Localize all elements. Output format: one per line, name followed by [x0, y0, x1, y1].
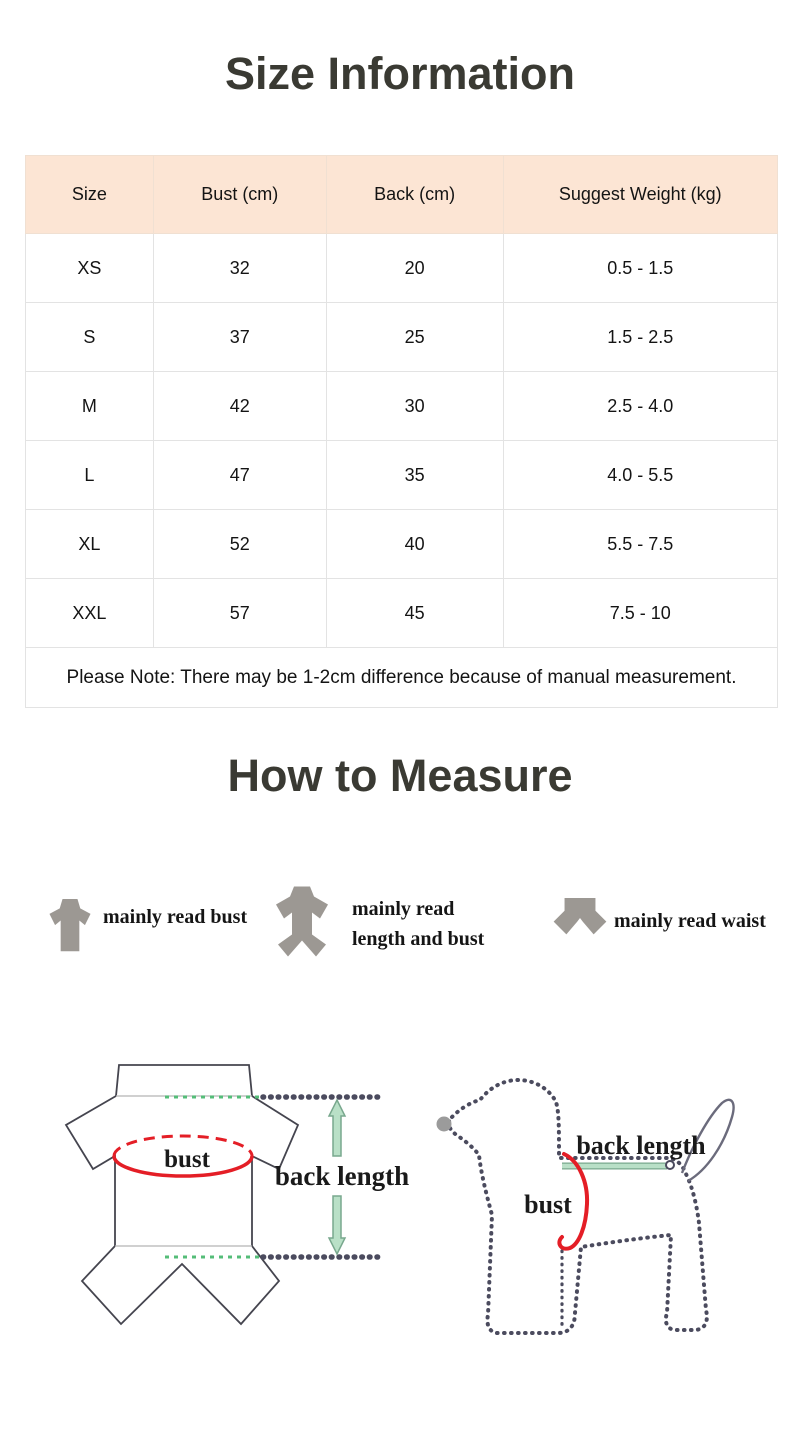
table-row: [26, 234, 778, 303]
dog-back-length-label: back length: [576, 1131, 706, 1160]
dog-nose: [437, 1117, 452, 1132]
table-cell: 57: [153, 579, 326, 648]
garment-measure-diagram: [30, 1040, 420, 1350]
table-cell: 7.5 - 10: [503, 579, 778, 648]
table-cell: L: [26, 441, 154, 510]
table-row: [26, 372, 778, 441]
measurement-note: Please Note: There may be 1-2cm difference because of manual measurement.: [26, 648, 778, 708]
pants-label: mainly read waist: [614, 910, 766, 932]
suit-icon: [272, 886, 332, 962]
vest-icon: [42, 898, 98, 956]
table-cell: 47: [153, 441, 326, 510]
table-row: [26, 441, 778, 510]
table-cell: 32: [153, 234, 326, 303]
table-cell: 35: [326, 441, 503, 510]
table-row: [26, 579, 778, 648]
table-cell: 5.5 - 7.5: [503, 510, 778, 579]
size-information-title: Size Information: [224, 48, 576, 99]
table-cell: 4.0 - 5.5: [503, 441, 778, 510]
dog-outline: [449, 1080, 707, 1333]
garment-back-length-label: back length: [274, 1161, 410, 1191]
table-cell: 1.5 - 2.5: [503, 303, 778, 372]
back-length-arrow-down: [329, 1196, 345, 1254]
table-cell: 42: [153, 372, 326, 441]
column-header: Size: [26, 156, 154, 234]
dog-measure-diagram: [420, 1055, 800, 1355]
column-header: Bust (cm): [153, 156, 326, 234]
suit-label-line1: mainly read: [352, 898, 455, 920]
pants-icon: [548, 898, 612, 948]
column-header: Back (cm): [326, 156, 503, 234]
column-header: Suggest Weight (kg): [503, 156, 778, 234]
dog-bust-label: bust: [524, 1190, 572, 1219]
table-row: [26, 510, 778, 579]
size-table-head-row: [26, 156, 778, 234]
table-cell: 0.5 - 1.5: [503, 234, 778, 303]
how-to-measure-title: How to Measure: [227, 750, 573, 801]
size-table-footer: [26, 648, 778, 708]
note-row: [26, 648, 778, 708]
back-length-arrow-up: [329, 1100, 345, 1156]
table-cell: XXL: [26, 579, 154, 648]
table-cell: M: [26, 372, 154, 441]
table-cell: 30: [326, 372, 503, 441]
table-cell: XL: [26, 510, 154, 579]
table-cell: 37: [153, 303, 326, 372]
vest-label: mainly read bust: [103, 906, 248, 928]
garment-outline: [66, 1065, 298, 1324]
table-cell: 45: [326, 579, 503, 648]
table-cell: 40: [326, 510, 503, 579]
table-row: [26, 303, 778, 372]
size-table: [25, 155, 778, 708]
suit-label-line2: length and bust: [352, 928, 485, 950]
dog-hip-bead: [666, 1161, 674, 1169]
size-table-body: [26, 234, 778, 648]
table-cell: 20: [326, 234, 503, 303]
garment-bust-label: bust: [164, 1146, 210, 1173]
table-cell: S: [26, 303, 154, 372]
table-cell: 25: [326, 303, 503, 372]
size-table-header: [26, 156, 778, 234]
suit-label: [352, 894, 484, 954]
table-cell: XS: [26, 234, 154, 303]
table-cell: 52: [153, 510, 326, 579]
table-cell: 2.5 - 4.0: [503, 372, 778, 441]
